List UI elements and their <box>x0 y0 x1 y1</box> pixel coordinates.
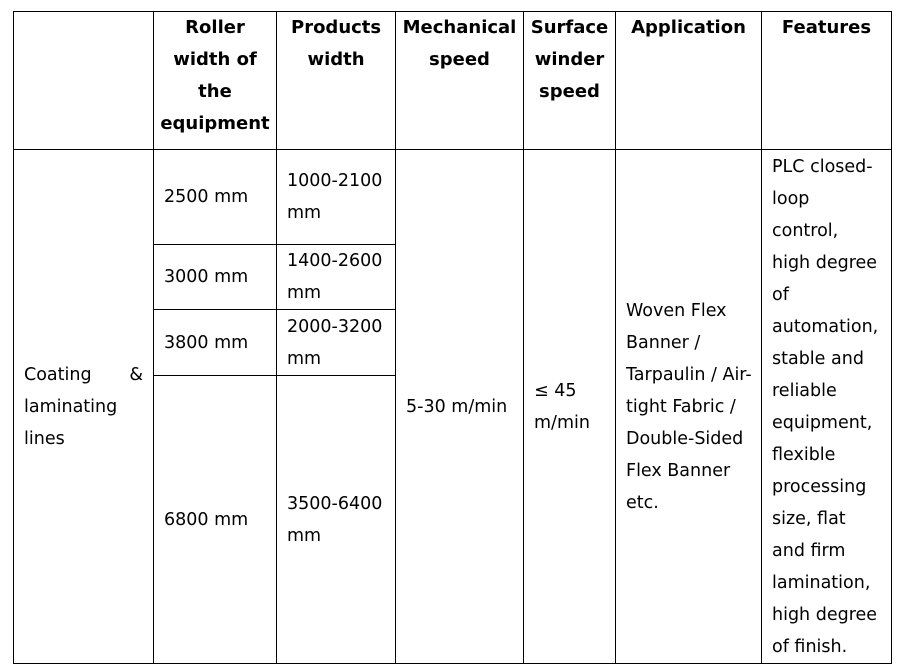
header-surface-winder-speed-label: Surface winder speed <box>530 17 609 102</box>
header-mechanical-speed-label: Mechanical speed <box>402 17 517 70</box>
products-width-cell: 2000-3200 mm <box>277 310 396 376</box>
header-roller-width <box>154 12 277 150</box>
header-features <box>762 12 892 150</box>
spec-table <box>13 11 892 664</box>
header-corner <box>14 12 154 150</box>
features-cell: PLC closed-loop control, high degree of automation, stable and reliable equipment, flexible processing size, flat and firm lamination, high degree of finish. <box>762 150 892 664</box>
table-row <box>14 150 892 245</box>
roller-width-cell: 3800 mm <box>154 310 277 376</box>
header-row <box>14 12 892 150</box>
roller-width-cell: 3000 mm <box>154 245 277 310</box>
header-roller-width-label: Roller width of the equipment <box>160 17 270 134</box>
products-width-cell: 1000-2100 mm <box>277 150 396 245</box>
products-width-cell: 3500-6400 mm <box>277 376 396 664</box>
process-cell: Coating & laminating lines <box>14 150 154 664</box>
roller-width-cell: 6800 mm <box>154 376 277 664</box>
application-cell: Woven Flex Banner / Tarpaulin / Air-tight Fabric / Double-Sided Flex Banner etc. <box>616 150 762 664</box>
header-features-label: Features <box>781 17 872 38</box>
surface-winder-speed-cell: ≤ 45 m/min <box>524 150 616 664</box>
header-application <box>616 12 762 150</box>
header-application-label: Application <box>631 17 746 38</box>
header-mechanical-speed <box>396 12 524 150</box>
products-width-cell: 1400-2600 mm <box>277 245 396 310</box>
header-surface-winder-speed <box>524 12 616 150</box>
header-products-width <box>277 12 396 150</box>
mechanical-speed-cell: 5-30 m/min <box>396 150 524 664</box>
header-products-width-label: Products width <box>291 17 382 70</box>
roller-width-cell: 2500 mm <box>154 150 277 245</box>
